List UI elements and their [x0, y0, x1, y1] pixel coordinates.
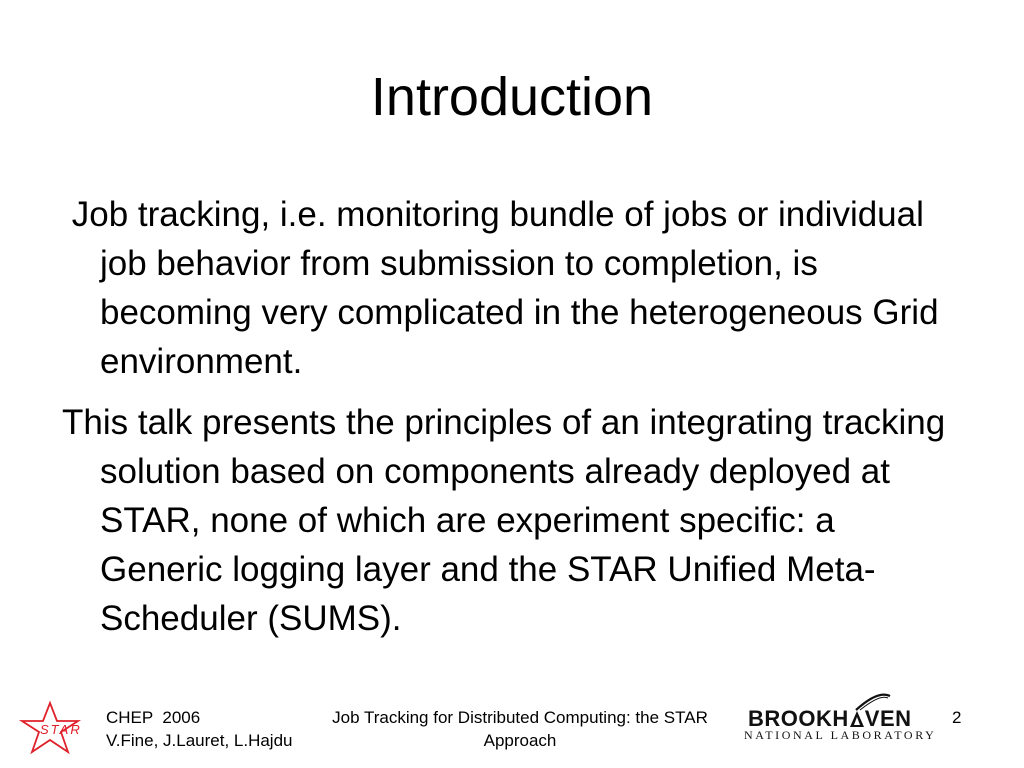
slide-body	[62, 190, 962, 643]
slide-title: Introduction	[370, 67, 654, 127]
brookhaven-wordmark-b: VEN	[864, 706, 912, 731]
star-logo	[18, 700, 84, 756]
footer-talk-title	[296, 706, 744, 752]
page-number: 2	[952, 708, 962, 727]
footer-talk-title-line2: Approach	[483, 731, 557, 750]
brookhaven-subtitle: NATIONAL LABORATORY	[744, 728, 937, 742]
footer-talk-title-line1: Job Tracking for Distributed Computing: the STAR	[332, 708, 708, 727]
footer-authors: V.Fine, J.Lauret, L.Hajdu	[106, 731, 293, 750]
star-logo-text: STAR	[40, 722, 82, 737]
footer-conference: CHEP 2006	[106, 708, 201, 727]
paragraph-talk-summary: This talk presents the principles of an integrating tracking solution based on components already deployed at STAR, none of which are experiment specific: a Generic logging layer and the STAR Unified Meta-Scheduler (SUMS).	[62, 403, 955, 638]
paragraph-job-tracking: Job tracking, i.e. monitoring bundle of jobs or individual job behavior from submission to completion, is becoming very complicated in the heterogeneous Grid environment.	[62, 195, 949, 381]
brookhaven-logo	[738, 688, 938, 748]
brookhaven-wordmark-a: BROOKH	[748, 706, 849, 731]
